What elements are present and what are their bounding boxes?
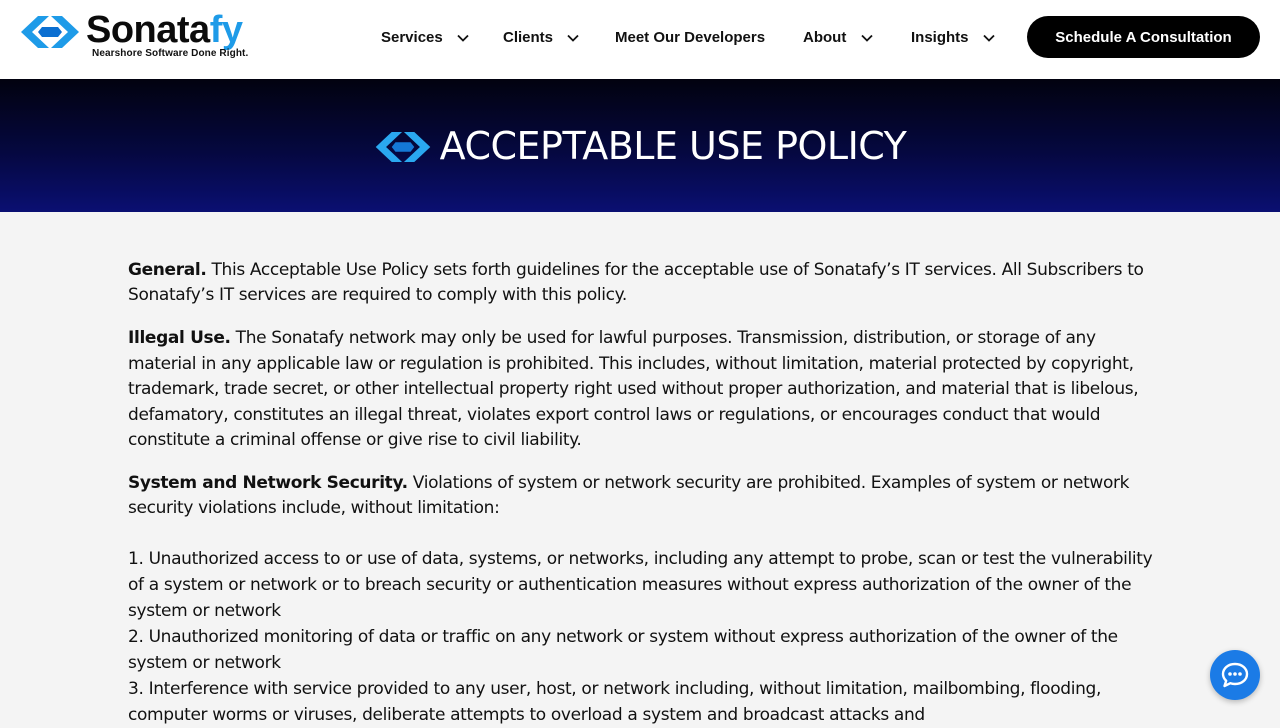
list-item: 3. Interference with service provided to any user, host, or network including, without limitation, mailbombing, flooding, computer worms or viruses, deliberate attempts to overload a system and broadcast attacks and (128, 678, 1102, 725)
nav-services[interactable] (381, 27, 469, 49)
list-item: 2. Unauthorized monitoring of data or traffic on any network or system without express authorization of the owner of the system or network (128, 626, 1118, 673)
policy-section-heading: Illegal Use. (128, 328, 231, 349)
nav-clients-label: Clients (503, 29, 554, 46)
schedule-consultation-button[interactable]: Schedule A Consultation (1027, 16, 1260, 58)
site-header (0, 0, 1280, 79)
sonatafy-brand-mark-icon (374, 131, 432, 163)
logo-wordmark (86, 8, 243, 52)
nav-meet-our-developers[interactable] (615, 27, 765, 49)
policy-section-heading: General. (128, 260, 207, 280)
policy-section-heading: System and Network Security. (128, 473, 408, 494)
logo-wordmark-main: Sonata (86, 9, 210, 51)
chevron-down-icon (457, 34, 469, 42)
policy-section-text: The Sonatafy network may only be used for lawful purposes. Transmission, distribution, or storage of any material in any applicable law or regulation is prohibited. This includes, without limitation, material protected by copyright, trademark, trade secret, or other intellectual property right used without proper authorization, and material that is libelous, defamatory, constitutes an illegal threat, violates export control laws or regulations, or encourages conduct that would constitute a criminal offense or give rise to civil liability. (128, 328, 1139, 451)
chevron-down-icon (861, 34, 873, 42)
nav-meet-our-developers-label: Meet Our Developers (615, 29, 766, 46)
logo-wordmark-accent: fy (209, 9, 243, 51)
nav-insights-label: Insights (911, 29, 969, 46)
page-title: ACCEPTABLE USE POLICY (439, 123, 907, 168)
policy-section-general (128, 258, 1158, 309)
nav-insights[interactable] (911, 27, 995, 49)
chevron-down-icon (983, 34, 995, 42)
policy-section-text: This Acceptable Use Policy sets forth guidelines for the acceptable use of Sonatafy’s IT services. All Subscribers to Sonatafy’s IT services are required to comply with this policy. (128, 260, 1144, 306)
hero-title-group (0, 79, 1280, 212)
list-item: 1. Unauthorized access to or use of data, systems, or networks, including any attempt to probe, scan or test the vulnerability of a system or network or to breach security or authentication measures without express authorization of the owner of the system or network (128, 548, 1153, 621)
sonatafy-logo-mark-icon (20, 15, 80, 49)
hero-banner (0, 79, 1280, 212)
chevron-down-icon (567, 34, 579, 42)
security-violations-list (128, 546, 1158, 728)
chat-widget-button[interactable] (1210, 650, 1260, 700)
nav-about-label: About (803, 29, 847, 46)
logo-tagline: Nearshore Software Done Right. (92, 48, 249, 59)
nav-about[interactable] (803, 27, 873, 49)
sonatafy-logo[interactable] (20, 9, 280, 64)
policy-section-text: Violations of system or network security are prohibited. Examples of system or network security violations include, without limitation: (128, 473, 1130, 519)
nav-clients[interactable] (503, 27, 579, 49)
policy-content (128, 258, 1158, 728)
nav-services-label: Services (381, 29, 443, 46)
policy-section-illegal-use (128, 326, 1158, 453)
policy-section-network-security (128, 471, 1158, 522)
chat-bubble-icon (1221, 662, 1249, 688)
